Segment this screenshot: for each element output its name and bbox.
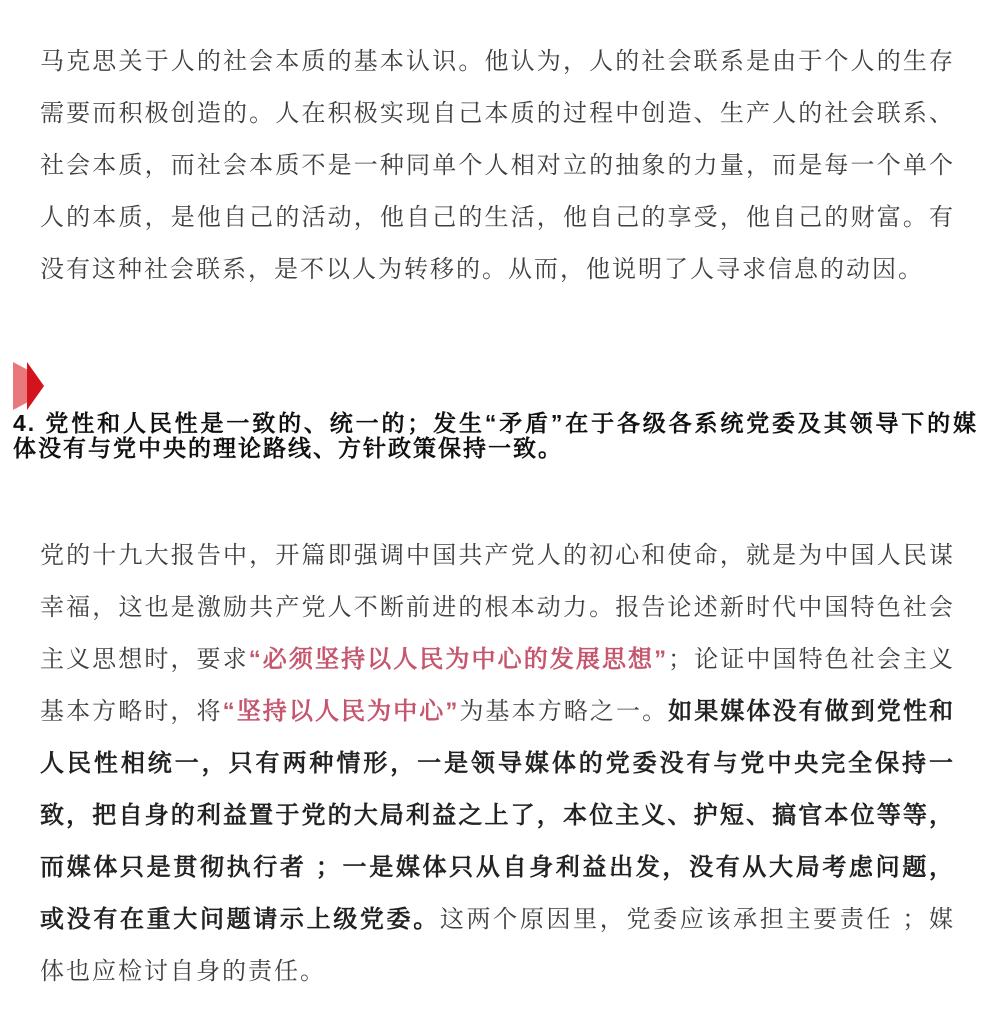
text-line: 社会本质，而社会本质不是一种同单个人相对立的抽象的力量，而是每一个单个	[40, 152, 955, 179]
text-segment: 主义思想时，要求	[40, 646, 249, 673]
bold-text-segment: 如果媒体没有做到党性和	[668, 698, 956, 725]
highlight-quote: “坚持以人民为中心”	[222, 698, 460, 725]
bold-text-segment: 人民性相统一，只有两种情形，一是领导媒体的党委没有与党中央完全保持一	[40, 750, 955, 777]
text-segment: ；论证中国特色社会主义	[668, 646, 956, 673]
text-segment: 幸福，这也是激励共产党人不断前进的根本动力。报告论述新时代中国特色社会	[40, 594, 955, 621]
section-heading	[13, 411, 978, 461]
text-line	[40, 738, 955, 790]
bold-text-segment: 或没有在重大问题请示上级党委。	[40, 906, 440, 933]
bold-text-segment: 致，把自身的利益置于党的大局利益之上了，本位主义、护短、搞官本位等等，	[40, 802, 955, 829]
text-segment: 为基本方略之一。	[459, 698, 669, 725]
text-line: 马克思关于人的社会本质的基本认识。他认为，人的社会联系是由于个人的生存	[40, 48, 955, 75]
text-line	[40, 790, 955, 842]
text-line	[40, 582, 955, 634]
text-line	[40, 686, 955, 738]
text-line: 需要而积极创造的。人在积极实现自己本质的过程中创造、生产人的社会联系、	[40, 100, 955, 127]
text-segment: 党的十九大报告中，开篇即强调中国共产党人的初心和使命，就是为中国人民谋	[40, 542, 955, 569]
bold-text-segment: 而媒体只是贯彻执行者 ；一是媒体只从自身利益出发，没有从大局考虑问题，	[40, 854, 955, 881]
highlight-quote: “必须坚持以人民为中心的发展思想”	[248, 646, 669, 673]
red-chevron-icon	[13, 362, 44, 410]
text-line	[40, 842, 955, 894]
paragraph-party-and-people	[40, 530, 955, 998]
text-line	[40, 894, 955, 946]
text-line	[40, 634, 955, 686]
text-segment: 体也应检讨自身的责任。	[40, 958, 326, 985]
heading-line: 体没有与党中央的理论路线、方针政策保持一致。	[13, 435, 563, 461]
text-line	[40, 946, 955, 998]
text-line: 没有这种社会联系，是不以人为转移的。从而，他说明了人寻求信息的动因。	[40, 256, 924, 283]
text-line: 人的本质，是他自己的活动，他自己的生活，他自己的享受，他自己的财富。有	[40, 204, 955, 231]
chevron-light-shape	[13, 362, 28, 410]
heading-line: 4. 党性和人民性是一致的、统一的；发生“矛盾”在于各级各系统党委及其领导下的媒	[13, 410, 978, 436]
chevron-dark-shape	[27, 362, 44, 410]
text-segment: 基本方略时，将	[40, 698, 223, 725]
text-segment: 这两个原因里，党委应该承担主要责任 ；媒	[439, 906, 956, 933]
paragraph-marx-social-nature	[40, 36, 955, 296]
text-line	[40, 530, 955, 582]
